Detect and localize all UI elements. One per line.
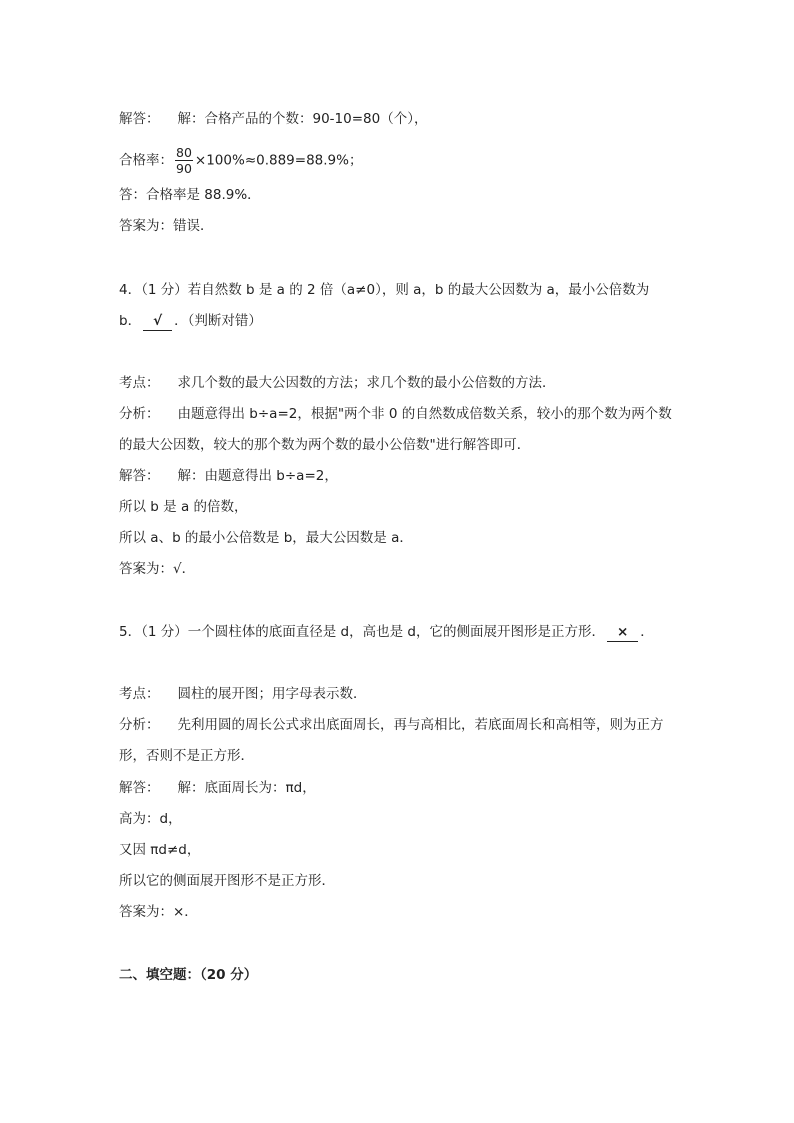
fraction-numerator: 80 — [176, 145, 192, 160]
q3-conclusion: 答：合格率是 88.9%． — [119, 187, 261, 203]
rate-label: 合格率： — [119, 152, 173, 169]
q4-answer-line3: 所以 a、b 的最小公倍数是 b，最大公因数是 a． — [119, 530, 413, 546]
kaodian-label: 考点： — [119, 375, 160, 391]
q4-result: 答案为：√． — [119, 561, 196, 577]
q4-kaodian — [119, 374, 556, 392]
q5-answer-blank: × — [607, 623, 638, 642]
q5-result: 答案为：×． — [119, 904, 198, 920]
q4-fenxi-line2: 的最大公因数，较大的那个数为两个数的最小公倍数"进行解答即可． — [119, 437, 531, 453]
fenxi-label: 分析： — [119, 406, 160, 422]
q4-stem-prefix: b． — [119, 313, 142, 329]
q5-answer-line1 — [119, 779, 316, 797]
answer-label: 解答： — [119, 111, 160, 127]
kaodian-text: 圆柱的展开图；用字母表示数． — [177, 686, 367, 702]
q4-stem-line2 — [119, 312, 262, 331]
q5-answer-line4: 所以它的侧面展开图形不是正方形． — [119, 873, 335, 889]
answer-label: 解答： — [119, 780, 160, 796]
q5-answer-line3: 又因 πd≠d， — [119, 842, 201, 858]
kaodian-label: 考点： — [119, 686, 160, 702]
q4-fenxi-line1 — [119, 405, 672, 423]
q4-stem-suffix: ．（判断对错） — [174, 313, 262, 329]
q4-answer-line2: 所以 b 是 a 的倍数， — [119, 499, 248, 515]
rate-expression: ×100%≈0.889=88.9%； — [194, 152, 363, 169]
q5-fenxi-line1 — [119, 716, 664, 734]
q4-answer-line1 — [119, 467, 338, 485]
fraction-denominator: 90 — [176, 161, 192, 176]
q5-stem — [119, 623, 654, 642]
answer-text: 解：由题意得出 b÷a=2， — [177, 468, 338, 484]
fenxi-text: 由题意得出 b÷a=2，根据"两个非 0 的自然数成倍数关系，较小的那个数为两个数 — [177, 406, 672, 422]
q5-fenxi-line2: 形，否则不是正方形． — [119, 748, 254, 764]
q4-stem-line1: 4．（1 分）若自然数 b 是 a 的 2 倍（a≠0），则 a，b 的最大公因数为 a，最小公倍数为 — [119, 282, 650, 298]
kaodian-text: 求几个数的最大公因数的方法；求几个数的最小公倍数的方法． — [177, 375, 556, 391]
section-heading: 二、填空题：（20 分） — [119, 967, 258, 983]
answer-text: 解：底面周长为：πd， — [177, 780, 316, 796]
q5-kaodian — [119, 685, 367, 703]
q3-answer-line — [119, 110, 427, 128]
q5-answer-line2: 高为：d， — [119, 811, 182, 827]
q3-rate-line — [119, 145, 362, 176]
q3-result: 答案为：错误． — [119, 218, 214, 234]
q3-answer-text: 解：合格产品的个数：90-10=80（个）， — [177, 111, 428, 127]
fenxi-label: 分析： — [119, 717, 160, 733]
answer-label: 解答： — [119, 468, 160, 484]
q4-answer-blank: √ — [143, 312, 172, 331]
q5-stem-suffix: ． — [640, 624, 654, 640]
q5-stem-prefix: 5．（1 分）一个圆柱体的底面直径是 d，高也是 d，它的侧面展开图形是正方形． — [119, 624, 605, 640]
fraction — [175, 145, 193, 176]
fenxi-text: 先利用圆的周长公式求出底面周长，再与高相比，若底面周长和高相等，则为正方 — [177, 717, 664, 733]
